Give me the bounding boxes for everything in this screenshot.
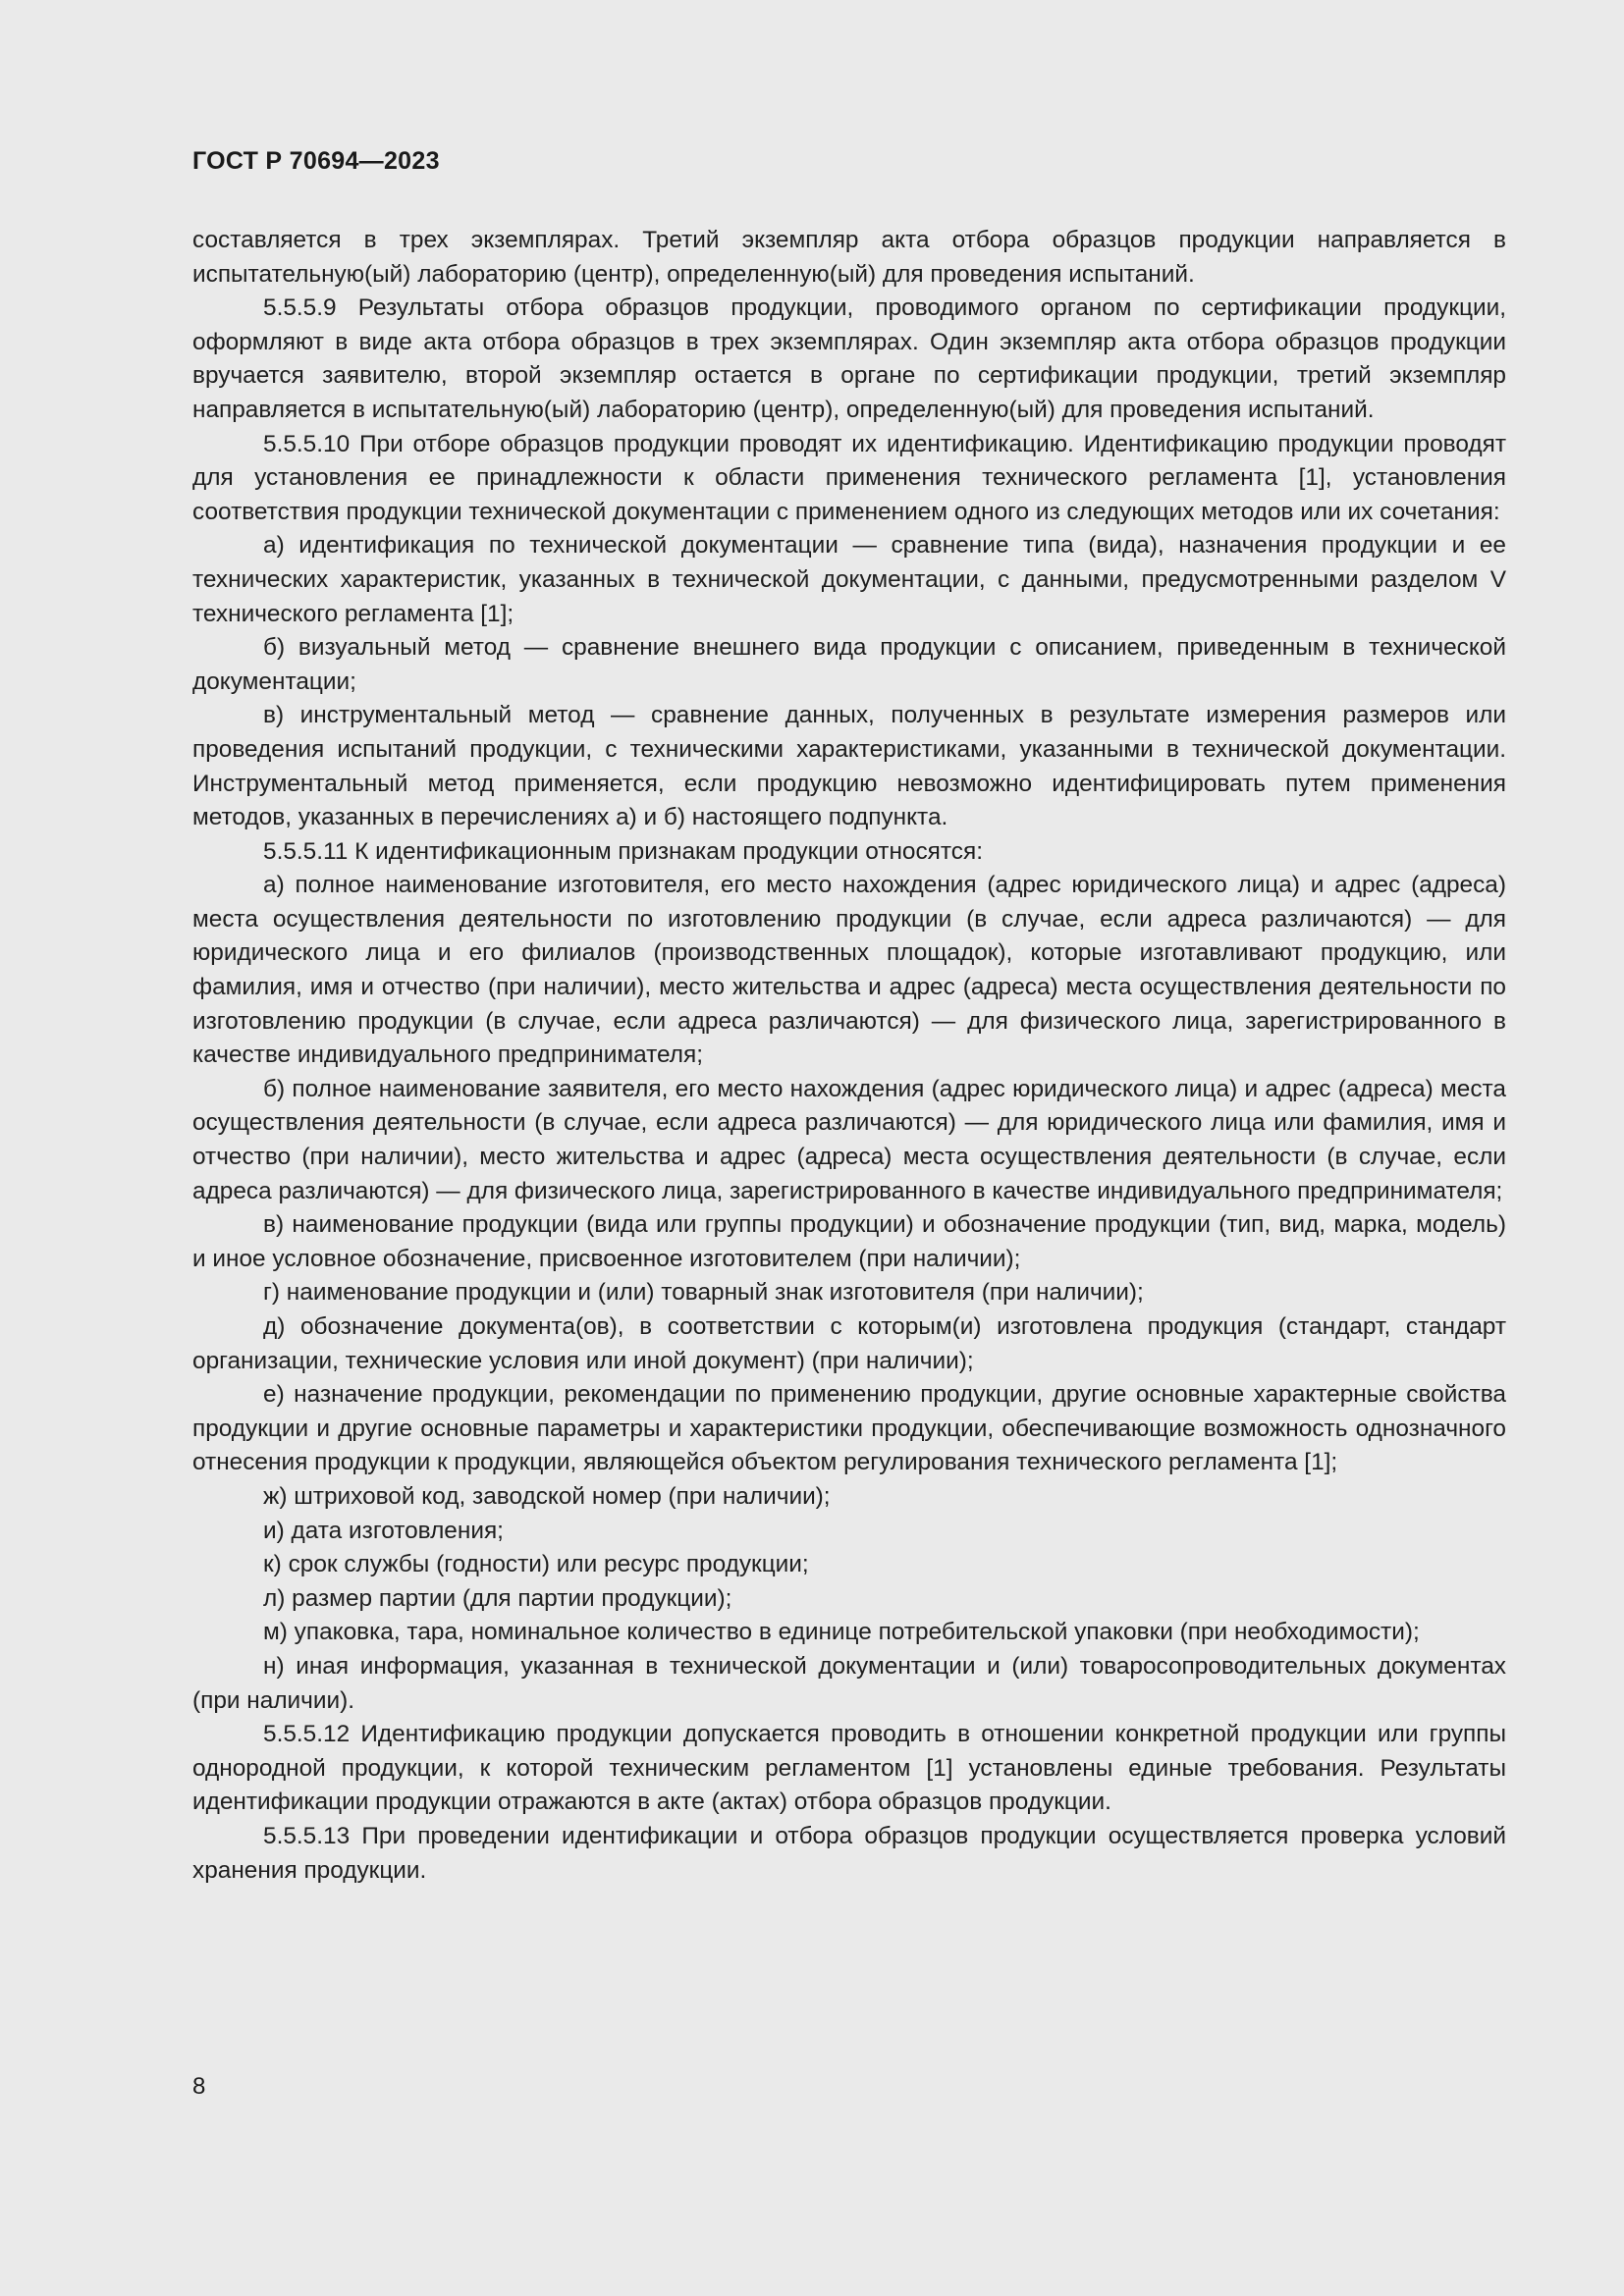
list-item: к) срок службы (годности) или ресурс продукции; <box>263 1551 809 1578</box>
list-item: н) иная информация, указанная в технической документации и (или) товаросопроводительных документах (при наличии). <box>192 1652 1506 1714</box>
list-item: в) инструментальный метод — сравнение данных, полученных в результате измерения размеров или проведения испытаний продукции, с техническими характеристиками, указанными в технической документации. Инструментальный метод применяется, если продукцию невозможно идентифицировать путем применения методов, указанных в перечислениях а) и б) настоящего подпункта. <box>192 702 1506 831</box>
paragraph: составляется в трех экземплярах. Третий экземпляр акта отбора образцов продукции направляется в испытательную(ый) лабораторию (центр), определенную(ый) для проведения испытаний. <box>192 227 1506 288</box>
list-item: ж) штриховой код, заводской номер (при наличии); <box>263 1482 831 1510</box>
list-item: в) наименование продукции (вида или группы продукции) и обозначение продукции (тип, вид, марка, модель) и иное условное обозначение, присвоенное изготовителем (при наличии); <box>192 1211 1506 1272</box>
document-body <box>192 224 1506 1888</box>
list-item: д) обозначение документа(ов), в соответствии с которым(и) изготовлена продукция (стандарт, стандарт организации, технические условия или иной документ) (при наличии); <box>192 1313 1506 1374</box>
list-item: л) размер партии (для партии продукции); <box>263 1584 732 1612</box>
paragraph-clause-5-5-5-11: 5.5.5.11 К идентификационным признакам продукции относятся: <box>263 837 983 865</box>
paragraph-clause-5-5-5-12: 5.5.5.12 Идентификацию продукции допускается проводить в отношении конкретной продукции или группы однородной продукции, к которой техническим регламентом [1] установлены единые требования. Результаты идентификации продукции отражаются в акте (актах) отбора образцов продукции. <box>192 1721 1506 1816</box>
paragraph-clause-5-5-5-13: 5.5.5.13 При проведении идентификации и отбора образцов продукции осуществляется проверка условий хранения продукции. <box>192 1822 1506 1884</box>
list-item: а) полное наименование изготовителя, его место нахождения (адрес юридического лица) и адрес (адреса) места осуществления деятельности по изготовлению продукции (в случае, если адреса различаются) — для юридического лица и его филиалов (производственных площадок), которые изготавливают продукцию, или фамилия, имя и отчество (при наличии), место жительства и адрес (адреса) места осуществления деятельности по изготовлению продукции (в случае, если адреса различаются) — для физического лица, зарегистрированного в качестве индивидуального предпринимателя; <box>192 872 1506 1069</box>
paragraph-clause-5-5-5-9: 5.5.5.9 Результаты отбора образцов продукции, проводимого органом по сертификации продукции, оформляют в виде акта отбора образцов в трех экземплярах. Один экземпляр акта отбора образцов продукции вручается заявителю, второй экземпляр остается в органе по сертификации продукции, третий экземпляр направляется в испытательную(ый) лабораторию (центр), определенную(ый) для проведения испытаний. <box>192 294 1506 423</box>
paragraph-clause-5-5-5-10: 5.5.5.10 При отборе образцов продукции проводят их идентификацию. Идентификацию продукции проводят для установления ее принадлежности к области применения технического регламента [1], установления соответствия продукции технической документации с применением одного из следующих методов или их сочетания: <box>192 430 1506 525</box>
page-number: 8 <box>192 2073 206 2100</box>
list-item: а) идентификация по технической документации — сравнение типа (вида), назначения продукции и ее технических характеристик, указанных в технической документации, с данными, предусмотренными разделом V технического регламента [1]; <box>192 532 1506 627</box>
list-item: г) наименование продукции и (или) товарный знак изготовителя (при наличии); <box>263 1279 1144 1307</box>
document-header: ГОСТ Р 70694—2023 <box>192 147 440 175</box>
list-item: б) полное наименование заявителя, его место нахождения (адрес юридического лица) и адрес (адреса) места осуществления деятельности (в случае, если адреса различаются) — для юридического лица или фамилия, имя и отчество (при наличии), место жительства и адрес (адреса) места осуществления деятельности (в случае, если адреса различаются) — для физического лица, зарегистрированного в качестве индивидуального предпринимателя; <box>192 1075 1506 1204</box>
list-item: б) визуальный метод — сравнение внешнего вида продукции с описанием, приведенным в технической документации; <box>192 634 1506 695</box>
list-item: и) дата изготовления; <box>263 1517 504 1544</box>
list-item: е) назначение продукции, рекомендации по применению продукции, другие основные характерные свойства продукции и другие основные параметры и характеристики продукции, обеспечивающие возможность однозначного отнесения продукции к продукции, являющейся объектом регулирования технического регламента [1]; <box>192 1381 1506 1476</box>
list-item: м) упаковка, тара, номинальное количество в единице потребительской упаковки (при необходимости); <box>263 1619 1420 1646</box>
